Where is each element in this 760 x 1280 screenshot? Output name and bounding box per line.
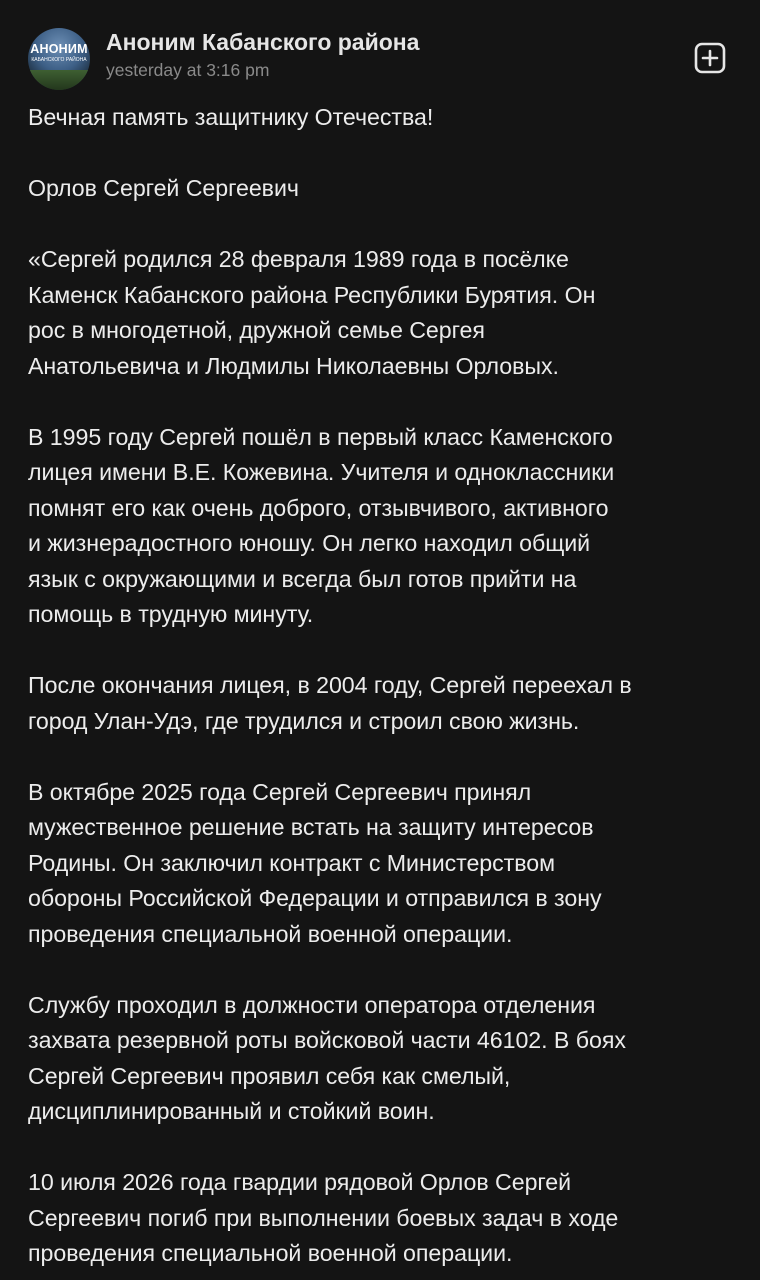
- post-paragraph-contract: В октябре 2025 года Сергей Сергеевич принял мужественное решение встать на защиту интересов Родины. Он заключил контракт с Министерством обороны Российской Федерации и отправился в зону проведения специальной военной операции.: [28, 778, 602, 947]
- add-button[interactable]: [694, 42, 726, 74]
- post-paragraph-school: В 1995 году Сергей пошёл в первый класс Каменского лицея имени В.Е. Кожевина. Учителя и одноклассники помнят его как очень доброго, отзывчивого, активного и жизнерадостного юношу. Он легко находил общий язык с окружающими и всегда был готов прийти на помощь в трудную минуту.: [28, 423, 615, 627]
- post-timestamp: yesterday at 3:16 pm: [106, 60, 270, 80]
- paragraph-spacer: [28, 952, 738, 988]
- channel-name[interactable]: Аноним Кабанского района: [106, 29, 420, 55]
- post-paragraph-name: Орлов Сергей Сергеевич: [28, 175, 299, 201]
- avatar-landscape: [28, 70, 90, 90]
- paragraph-spacer: [28, 136, 738, 172]
- post-paragraph-relocation: После окончания лицея, в 2004 году, Сергей переехал в город Улан-Удэ, где трудился и строил свою жизнь.: [28, 672, 632, 734]
- paragraph-spacer: [28, 384, 738, 420]
- paragraph-spacer: [28, 739, 738, 775]
- post-paragraph-birth: «Сергей родился 28 февраля 1989 года в посёлке Каменск Кабанского района Республики Бурятия. Он рос в многодетной, дружной семье Сергея Анатольевича и Людмилы Николаевны Орловых.: [28, 246, 596, 379]
- plus-square-icon: [694, 42, 726, 74]
- paragraph-spacer: [28, 207, 738, 243]
- post-paragraph-heading: Вечная память защитнику Отечества!: [28, 104, 434, 130]
- post-header: [0, 0, 760, 100]
- post-paragraph-service: Службу проходил в должности оператора отделения захвата резервной роты войсковой части 46102. В боях Сергей Сергеевич проявил себя как смелый, дисциплинированный и стойкий воин.: [28, 991, 626, 1124]
- avatar-logo-text: АНОНИМ: [30, 42, 88, 56]
- channel-avatar[interactable]: [28, 28, 90, 90]
- post-body: [28, 100, 738, 1272]
- post-paragraph-death: 10 июля 2026 года гвардии рядовой Орлов Сергей Сергеевич погиб при выполнении боевых задач в ходе проведения специальной военной операции.: [28, 1169, 619, 1266]
- paragraph-spacer: [28, 1130, 738, 1166]
- avatar-logo-subtext: КАБАНСКОГО РАЙОНА: [31, 57, 87, 63]
- paragraph-spacer: [28, 633, 738, 669]
